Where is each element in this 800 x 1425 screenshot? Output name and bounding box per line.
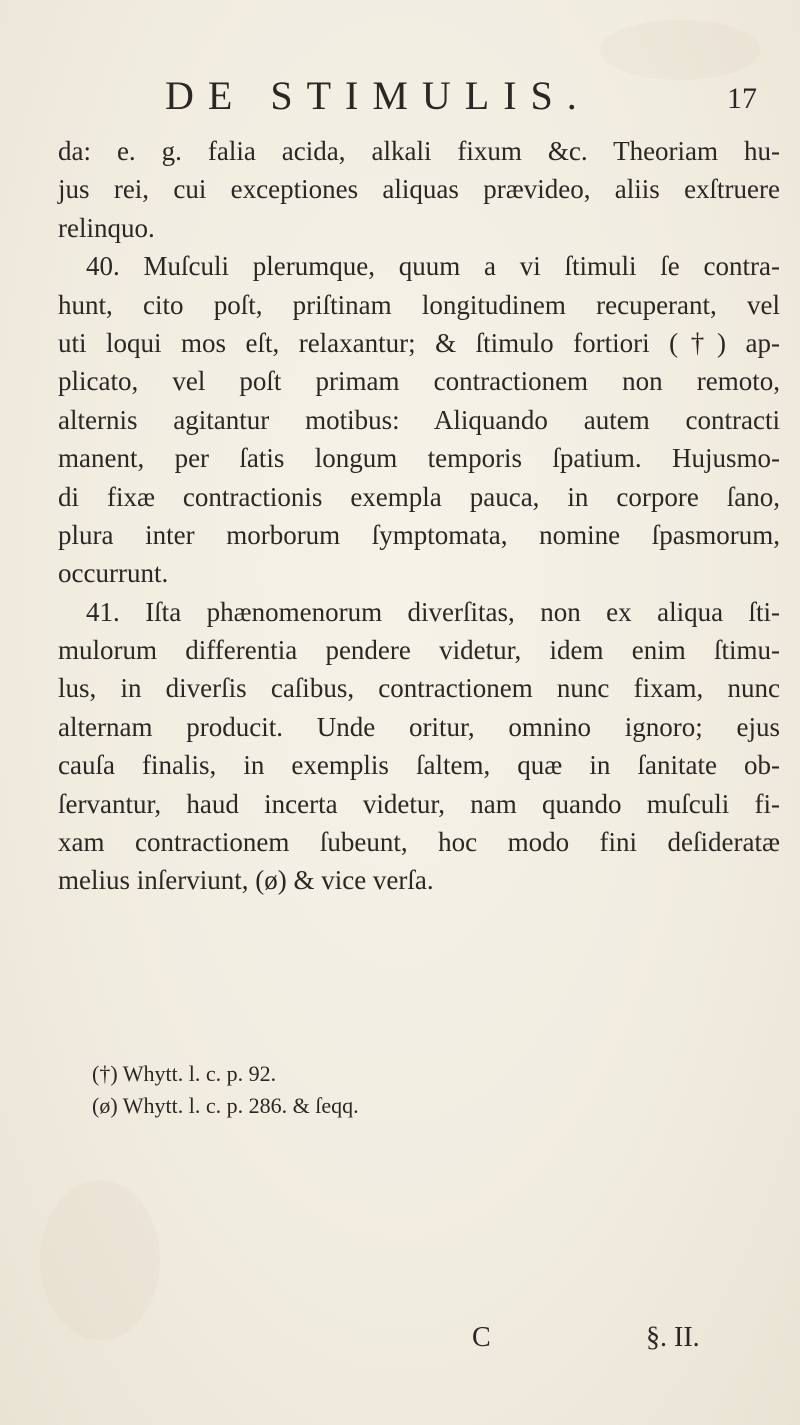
paper-stain (40, 1180, 160, 1340)
text-line: alternis agitantur motibus: Aliquando autem contracti (58, 404, 780, 435)
page-number: 17 (727, 82, 757, 115)
paragraph-41-start: 41. Iſta phænomenorum diverſitas, non ex aliqua ſti- (86, 596, 780, 627)
text-line: plicato, vel poſt primam contractionem non remoto, (58, 366, 780, 397)
text-line: uti loqui mos eſt, relaxantur; & ſtimulo fortiori (†) ap- (58, 327, 780, 358)
text-line: mulorum differentia pendere videtur, idem enim ſtimu- (58, 635, 780, 666)
paragraph-40-start: 40. Muſculi plerumque, quum a vi ſtimuli ſe contra- (86, 251, 780, 282)
catchword: §. II. (646, 1322, 700, 1353)
paper-stain (600, 20, 760, 80)
text-line: jus rei, cui exceptiones aliquas prævideo, aliis exſtruere (58, 174, 780, 205)
text-line: melius inſerviunt, (ø) & vice verſa. (58, 865, 434, 896)
text-line: ſervantur, haud incerta videtur, nam quando muſculi fi- (58, 788, 780, 819)
page-footer (0, 1322, 800, 1362)
text-line: plura inter morborum ſymptomata, nomine ſpasmorum, (58, 519, 780, 550)
footnotes (92, 1058, 792, 1122)
signature-mark: C (472, 1322, 491, 1353)
text-line: lus, in diverſis caſibus, contractionem nunc fixam, nunc (58, 673, 780, 704)
page-header (0, 72, 800, 122)
text-line: occurrunt. (58, 558, 169, 589)
body-text (58, 132, 780, 900)
text-line: da: e. g. falia acida, alkali fixum &c. Theoriam hu- (58, 136, 780, 166)
text-line: alternam producit. Unde oritur, omnino ignoro; ejus (58, 711, 780, 742)
text-line: cauſa finalis, in exemplis ſaltem, quæ in ſanitate ob- (58, 750, 780, 781)
footnote: (†) Whytt. l. c. p. 92. (92, 1061, 277, 1086)
text-line: relinquo. (58, 212, 155, 243)
text-line: manent, per ſatis longum temporis ſpatium. Hujusmo- (58, 443, 780, 474)
text-line: xam contractionem ſubeunt, hoc modo fini deſideratæ (58, 827, 780, 858)
text-line: di fixæ contractionis exempla pauca, in corpore ſano, (58, 481, 780, 512)
footnote: (ø) Whytt. l. c. p. 286. & ſeqq. (92, 1093, 359, 1118)
running-title: DE STIMULIS. (165, 73, 591, 118)
text-line: hunt, cito poſt, priſtinam longitudinem recuperant, vel (58, 289, 780, 320)
